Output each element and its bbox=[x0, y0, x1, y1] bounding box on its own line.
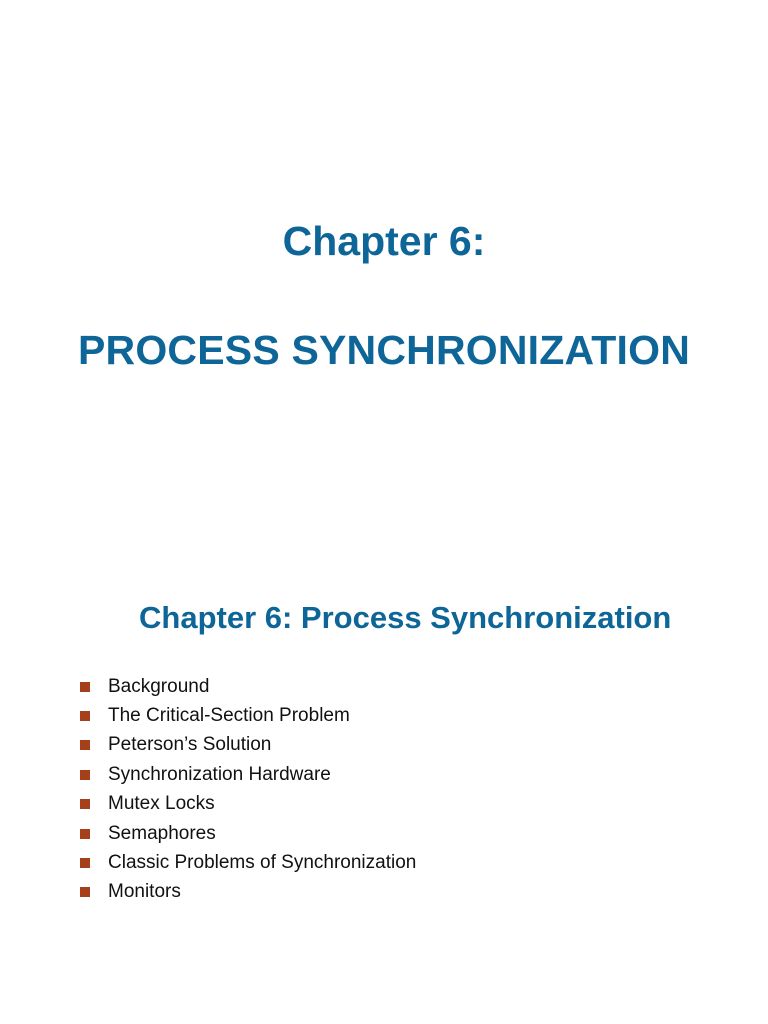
topic-label: Mutex Locks bbox=[108, 793, 215, 815]
square-bullet-icon bbox=[80, 799, 90, 809]
chapter-title: PROCESS SYNCHRONIZATION bbox=[77, 327, 691, 373]
topic-item bbox=[80, 848, 416, 877]
square-bullet-icon bbox=[80, 887, 90, 897]
topic-item bbox=[80, 790, 416, 819]
square-bullet-icon bbox=[80, 770, 90, 780]
topic-label: The Critical-Section Problem bbox=[108, 705, 350, 727]
topic-label: Monitors bbox=[108, 881, 181, 903]
square-bullet-icon bbox=[80, 829, 90, 839]
topic-list bbox=[80, 672, 416, 907]
square-bullet-icon bbox=[80, 682, 90, 692]
outline-slide bbox=[0, 560, 768, 1024]
topic-label: Synchronization Hardware bbox=[108, 763, 331, 785]
square-bullet-icon bbox=[80, 740, 90, 750]
topic-item bbox=[80, 760, 416, 789]
topic-item bbox=[80, 731, 416, 760]
topic-item bbox=[80, 672, 416, 701]
topic-item bbox=[80, 878, 416, 907]
topic-item bbox=[80, 701, 416, 730]
topic-item bbox=[80, 819, 416, 848]
chapter-number: Chapter 6: bbox=[282, 218, 486, 264]
square-bullet-icon bbox=[80, 711, 90, 721]
square-bullet-icon bbox=[80, 858, 90, 868]
topic-label: Background bbox=[108, 675, 210, 697]
topic-label: Classic Problems of Synchronization bbox=[108, 852, 417, 874]
topic-label: Semaphores bbox=[108, 822, 216, 844]
outline-heading: Chapter 6: Process Synchronization bbox=[139, 600, 672, 635]
topic-label: Peterson’s Solution bbox=[108, 734, 272, 756]
